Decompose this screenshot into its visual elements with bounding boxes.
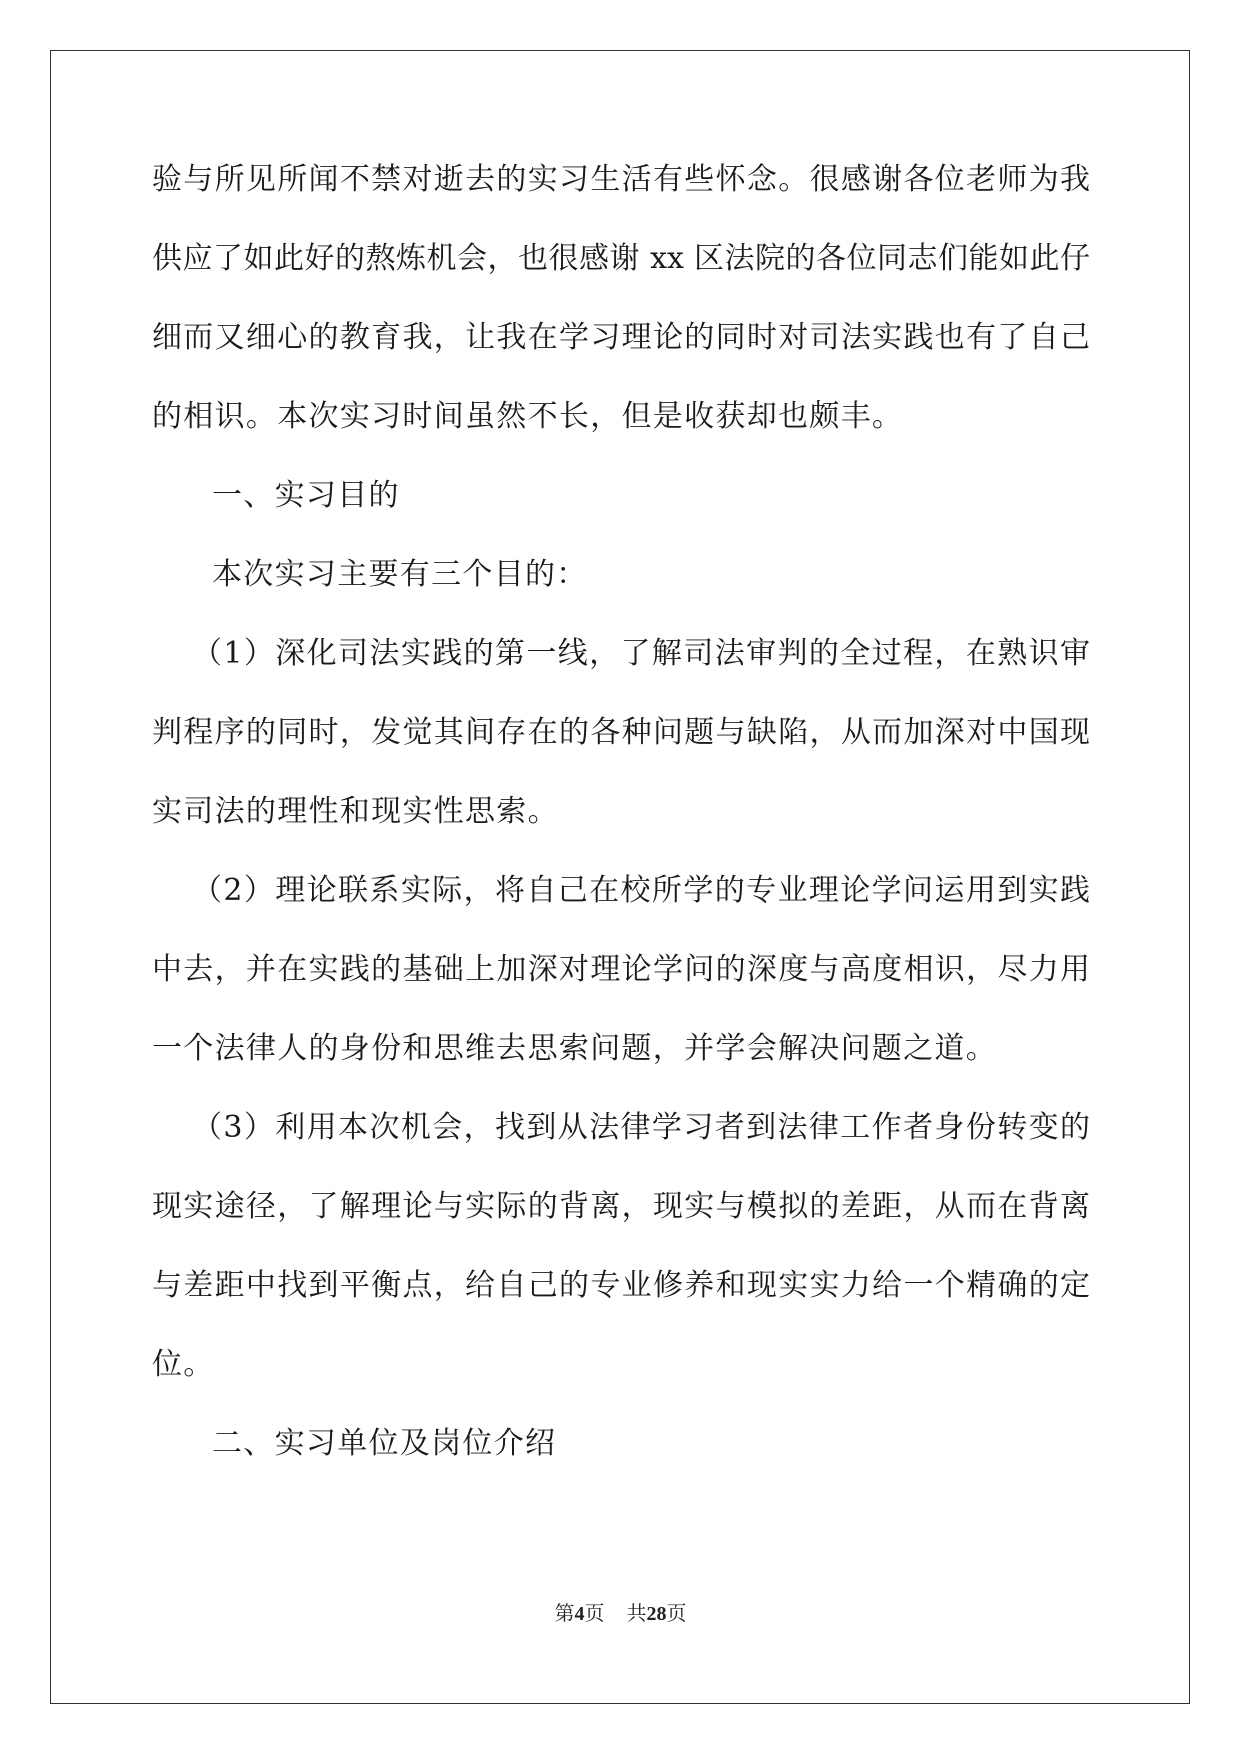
list-item-3-line: 现实途径，了解理论与实际的背离，现实与模拟的差距，从而在背离 (152, 1189, 1090, 1224)
paragraph-line: 供应了如此好的熬炼机会，也很感谢 xx 区法院的各位同志们能如此仔 (152, 241, 1090, 276)
paragraph-line: 验与所见所闻不禁对逝去的实习生活有些怀念。很感谢各位老师为我 (152, 162, 1090, 197)
section-heading-1: 一、实习目的 (212, 478, 400, 513)
list-item-3-line: 位。 (152, 1347, 215, 1382)
page-footer (0, 1597, 1241, 1626)
paragraph-line: 本次实习主要有三个目的： (212, 557, 588, 592)
list-item-2-line: 一个法律人的身份和思维去思索问题，并学会解决问题之道。 (152, 1031, 998, 1066)
list-item-2-line: （2）理论联系实际，将自己在校所学的专业理论学问运用到实践 (192, 873, 1090, 908)
list-item-1-line: 判程序的同时，发觉其间存在的各种问题与缺陷，从而加深对中国现 (152, 715, 1090, 750)
section-heading-2: 二、实习单位及岗位介绍 (212, 1426, 557, 1461)
total-pages: 28 (646, 1603, 667, 1625)
list-item-3-line: 与差距中找到平衡点，给自己的专业修养和现实实力给一个精确的定 (152, 1268, 1090, 1303)
list-item-2-line: 中去，并在实践的基础上加深对理论学问的深度与高度相识，尽力用 (152, 952, 1090, 987)
paragraph-line: 的相识。本次实习时间虽然不长，但是收获却也颇丰。 (152, 399, 904, 434)
page-unit: 页 (584, 1603, 605, 1625)
total-unit: 页 (666, 1603, 687, 1625)
paragraph-line: 细而又细心的教育我，让我在学习理论的同时对司法实践也有了自己 (152, 320, 1090, 355)
list-item-3-line: （3）利用本次机会，找到从法律学习者到法律工作者身份转变的 (192, 1110, 1090, 1145)
list-item-1-line: （1）深化司法实践的第一线，了解司法审判的全过程，在熟识审 (192, 636, 1090, 671)
document-body (152, 160, 1090, 1503)
total-prefix: 共 (626, 1603, 647, 1625)
page-number: 4 (574, 1603, 585, 1625)
page-prefix: 第 (554, 1603, 575, 1625)
list-item-1-line: 实司法的理性和现实性思索。 (152, 794, 559, 829)
